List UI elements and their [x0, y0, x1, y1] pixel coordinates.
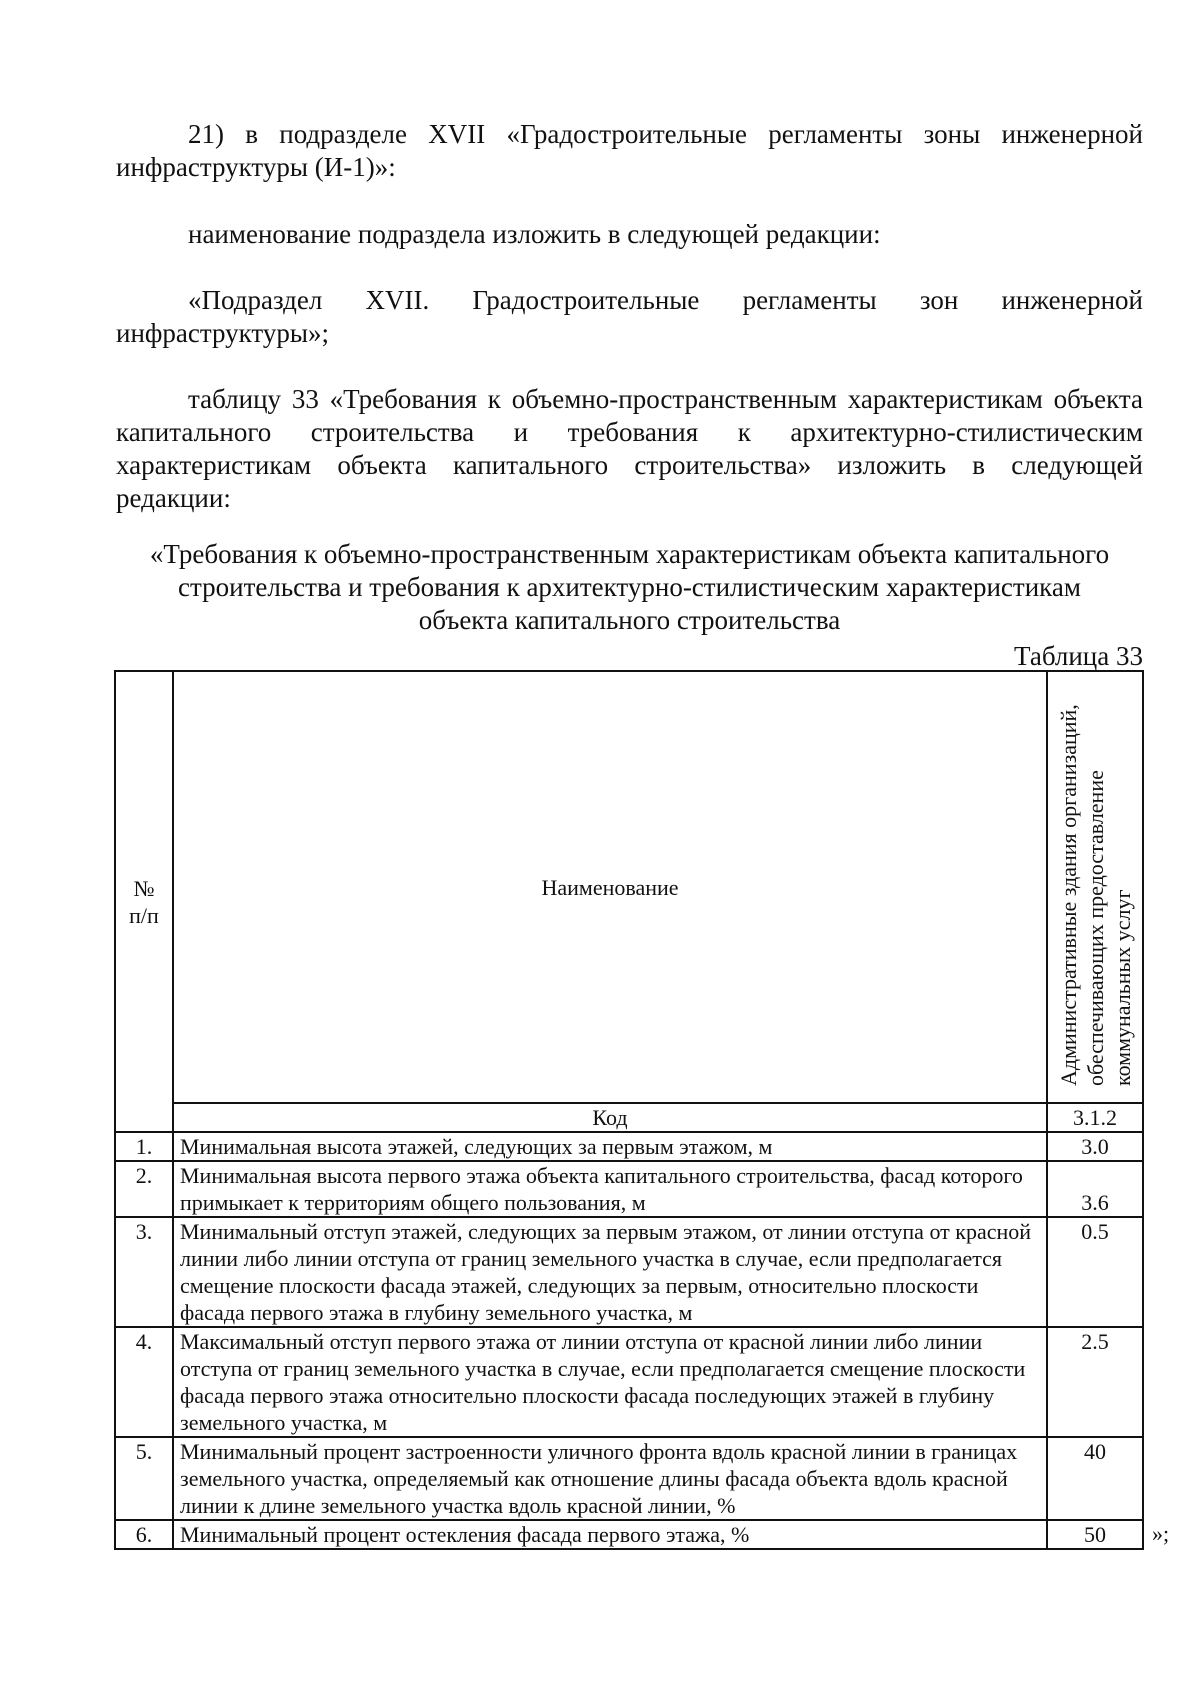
table-row — [115, 1520, 1143, 1549]
table-row — [115, 1327, 1143, 1437]
row-value: 40 — [1047, 1437, 1143, 1520]
table-title-line-2: строительства и требования к архитектурно-стилистическим характеристикам — [178, 572, 1081, 602]
row-number: 2. — [115, 1161, 173, 1217]
row-number: 6. — [115, 1520, 173, 1549]
header-building-type-text: Административные здания организаций, обеспечивающих предоставление коммунальных услуг — [1055, 704, 1135, 1086]
closing-quote: »; — [1152, 1521, 1170, 1546]
row-name: Максимальный отступ первого этажа от линии отступа от красной линии либо линии отступа от границ земельного участка в случае, если предполагается смещение плоскости фасада первого этажа относительно плоскости фасада последующих этажей в глубину земельного участка, м — [173, 1327, 1047, 1437]
row-value: 3.6 — [1047, 1161, 1143, 1217]
row-number: 5. — [115, 1437, 173, 1520]
code-label: Код — [173, 1103, 1047, 1132]
table-title-line-3: объекта капитального строительства — [418, 605, 841, 635]
table-row — [115, 1217, 1143, 1327]
row-value: 3.0 — [1047, 1132, 1143, 1161]
header-name: Наименование — [173, 671, 1047, 1103]
header-building-type — [1047, 671, 1143, 1103]
row-value: 0.5 — [1047, 1217, 1143, 1327]
paragraph-21: 21) в подразделе XVII «Градостроительные регламенты зоны инженерной инфраструктуры (И-1)»: — [116, 119, 1143, 182]
paragraph-new-title: «Подраздел XVII. Градостроительные регламенты зон инженерной инфраструктуры»; — [116, 285, 1143, 348]
row-name: Минимальный отступ этажей, следующих за первым этажом, от линии отступа от красной линии либо линии отступа от границ земельного участка в случае, если предполагается смещение плоскости фасада этажей, следующих за первым, относительно плоскости фасада первого этажа в глубину земельного участка, м — [173, 1217, 1047, 1327]
header-number: № п/п — [115, 671, 173, 1132]
table-title — [116, 538, 1143, 637]
paragraph-table-instruction: таблицу 33 «Требования к объемно-пространственным характеристикам объекта капитального строительства и требования к архитектурно-стилистическим характеристикам объекта капитального строительства» изложить в следующей редакции: — [116, 384, 1143, 513]
row-name: Минимальная высота этажей, следующих за первым этажом, м — [173, 1132, 1047, 1161]
requirements-table — [114, 670, 1144, 1550]
paragraph-rename: наименование подраздела изложить в следующей редакции: — [188, 219, 881, 249]
table-row — [115, 1132, 1143, 1161]
row-name: Минимальная высота первого этажа объекта капитального строительства, фасад которого примыкает к территориям общего пользования, м — [173, 1161, 1047, 1217]
table-number-label: Таблица 33 — [1014, 641, 1143, 671]
row-name: Минимальный процент остекления фасада первого этажа, % — [173, 1520, 1047, 1549]
code-row — [115, 1103, 1143, 1132]
table-row — [115, 1437, 1143, 1520]
table-row — [115, 1161, 1143, 1217]
code-value: 3.1.2 — [1047, 1103, 1143, 1132]
table-title-line-1: «Требования к объемно-пространственным характеристикам объекта капитального — [149, 539, 1110, 569]
row-value: 50 — [1047, 1520, 1143, 1549]
row-number: 3. — [115, 1217, 173, 1327]
row-name: Минимальный процент застроенности уличного фронта вдоль красной линии в границах земельного участка, определяемый как отношение длины фасада объекта вдоль красной линии к длине земельного участка вдоль красной линии, % — [173, 1437, 1047, 1520]
row-value: 2.5 — [1047, 1327, 1143, 1437]
table-header-row — [115, 671, 1143, 1103]
row-number: 4. — [115, 1327, 173, 1437]
row-number: 1. — [115, 1132, 173, 1161]
